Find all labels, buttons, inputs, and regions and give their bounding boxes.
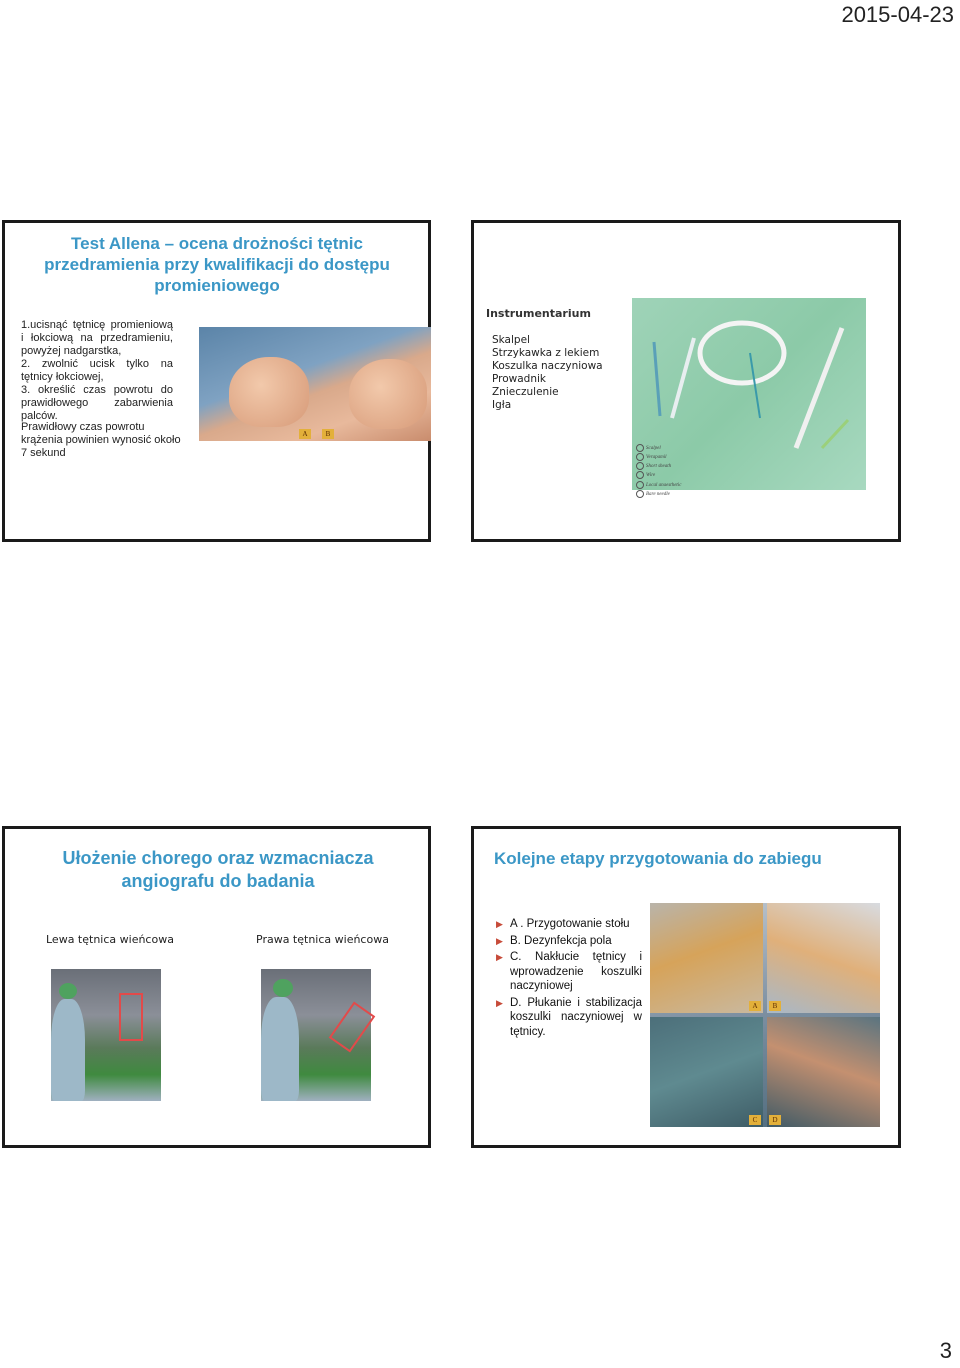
legend-item: Bare needle bbox=[646, 491, 670, 497]
instrument-legend bbox=[636, 444, 681, 499]
legend-item: Local anaesthetic bbox=[646, 482, 682, 488]
bullet-arrow-icon: ▶ bbox=[496, 919, 503, 929]
normal-time-note: Prawidłowy czas powrotu krążenia powinien wynosić około 7 sekund bbox=[21, 421, 181, 459]
list-item bbox=[496, 950, 642, 994]
caption-right-coronary: Prawa tętnica wieńcowa bbox=[256, 933, 389, 946]
photo-label-b: B bbox=[769, 1001, 781, 1011]
photo-c bbox=[650, 1017, 763, 1127]
photo-d bbox=[767, 1017, 880, 1127]
list-item: Koszulka naczyniowa bbox=[492, 360, 603, 372]
doctor-figure bbox=[261, 997, 299, 1101]
bullet-arrow-icon: ▶ bbox=[496, 952, 503, 962]
photo-label-c: C bbox=[749, 1115, 761, 1125]
list-item: 3. określić czas powrotu do prawidłowego zabarwienia palców. bbox=[21, 384, 173, 422]
legend-item: Verapamil bbox=[646, 455, 667, 461]
photo-label-a: A bbox=[749, 1001, 761, 1011]
slide-title: Instrumentarium bbox=[486, 307, 591, 320]
slide-title: Test Allena – ocena drożności tętnic przedramienia przy kwalifikacji do dostępu promieniowego bbox=[44, 234, 390, 295]
list-item: Prowadnik bbox=[492, 373, 546, 385]
list-item: 1.ucisnąć tętnicę promieniową i łokciową na przedramieniu, powyżej nadgarstka, bbox=[21, 319, 173, 357]
list-item bbox=[496, 996, 642, 1040]
list-item bbox=[496, 917, 642, 932]
step-text: B. Dezynfekcja pola bbox=[510, 934, 612, 947]
step-text: C. Nakłucie tętnicy i wprowadzenie koszulki naczyniowej bbox=[510, 951, 642, 992]
hand-right bbox=[349, 359, 427, 429]
slide-preparation-stages bbox=[471, 826, 901, 1148]
preparation-steps bbox=[496, 917, 642, 1041]
list-item: Skalpel bbox=[492, 334, 530, 346]
doctor-figure bbox=[51, 999, 85, 1101]
photo-label-a: A bbox=[299, 429, 311, 439]
slide-title: Ułożenie chorego oraz wzmacniacza angiografu do badania bbox=[62, 848, 374, 891]
photo-label-d: D bbox=[769, 1115, 781, 1125]
bullet-arrow-icon: ▶ bbox=[496, 935, 503, 946]
doctor-cap bbox=[59, 983, 77, 999]
doctor-cap bbox=[273, 979, 293, 997]
procedure-photo-grid bbox=[650, 903, 880, 1127]
page-number: 3 bbox=[939, 1338, 952, 1363]
slide-title: Kolejne etapy przygotowania do zabiegu bbox=[494, 849, 822, 868]
allen-test-photo bbox=[199, 327, 431, 441]
legend-item: Short sheath bbox=[646, 464, 672, 470]
allen-test-steps bbox=[21, 319, 173, 423]
list-item: Znieczulenie bbox=[492, 386, 559, 398]
red-frame-marker bbox=[329, 1002, 376, 1053]
legend-item: Scalpel bbox=[646, 446, 661, 452]
right-coronary-photo bbox=[261, 969, 371, 1101]
list-item: 2. zwolnić ucisk tylko na tętnicy łokciowej, bbox=[21, 358, 173, 383]
slide-allen-test bbox=[2, 220, 431, 542]
instrument-kit-photo bbox=[632, 298, 866, 497]
slide-patient-positioning bbox=[2, 826, 431, 1148]
instrument-list bbox=[492, 334, 603, 412]
photo-label-b: B bbox=[322, 429, 334, 439]
legend-item: Wire bbox=[646, 473, 656, 479]
left-coronary-photo bbox=[51, 969, 161, 1101]
step-text: A . Przygotowanie stołu bbox=[510, 918, 630, 930]
hand-left bbox=[229, 357, 309, 427]
header-date: 2015-04-23 bbox=[841, 2, 954, 27]
bullet-arrow-icon: ▶ bbox=[496, 997, 503, 1008]
list-item: Igła bbox=[492, 399, 512, 411]
slide-instruments bbox=[471, 220, 901, 542]
list-item bbox=[496, 934, 642, 949]
photo-a bbox=[650, 903, 763, 1013]
step-text: D. Płukanie i stabilizacja koszulki naczyniowej w tętnicy. bbox=[510, 996, 642, 1038]
list-item: Strzykawka z lekiem bbox=[492, 347, 600, 359]
photo-b bbox=[767, 903, 880, 1013]
red-frame-marker bbox=[119, 993, 143, 1041]
caption-left-coronary: Lewa tętnica wieńcowa bbox=[46, 933, 174, 946]
